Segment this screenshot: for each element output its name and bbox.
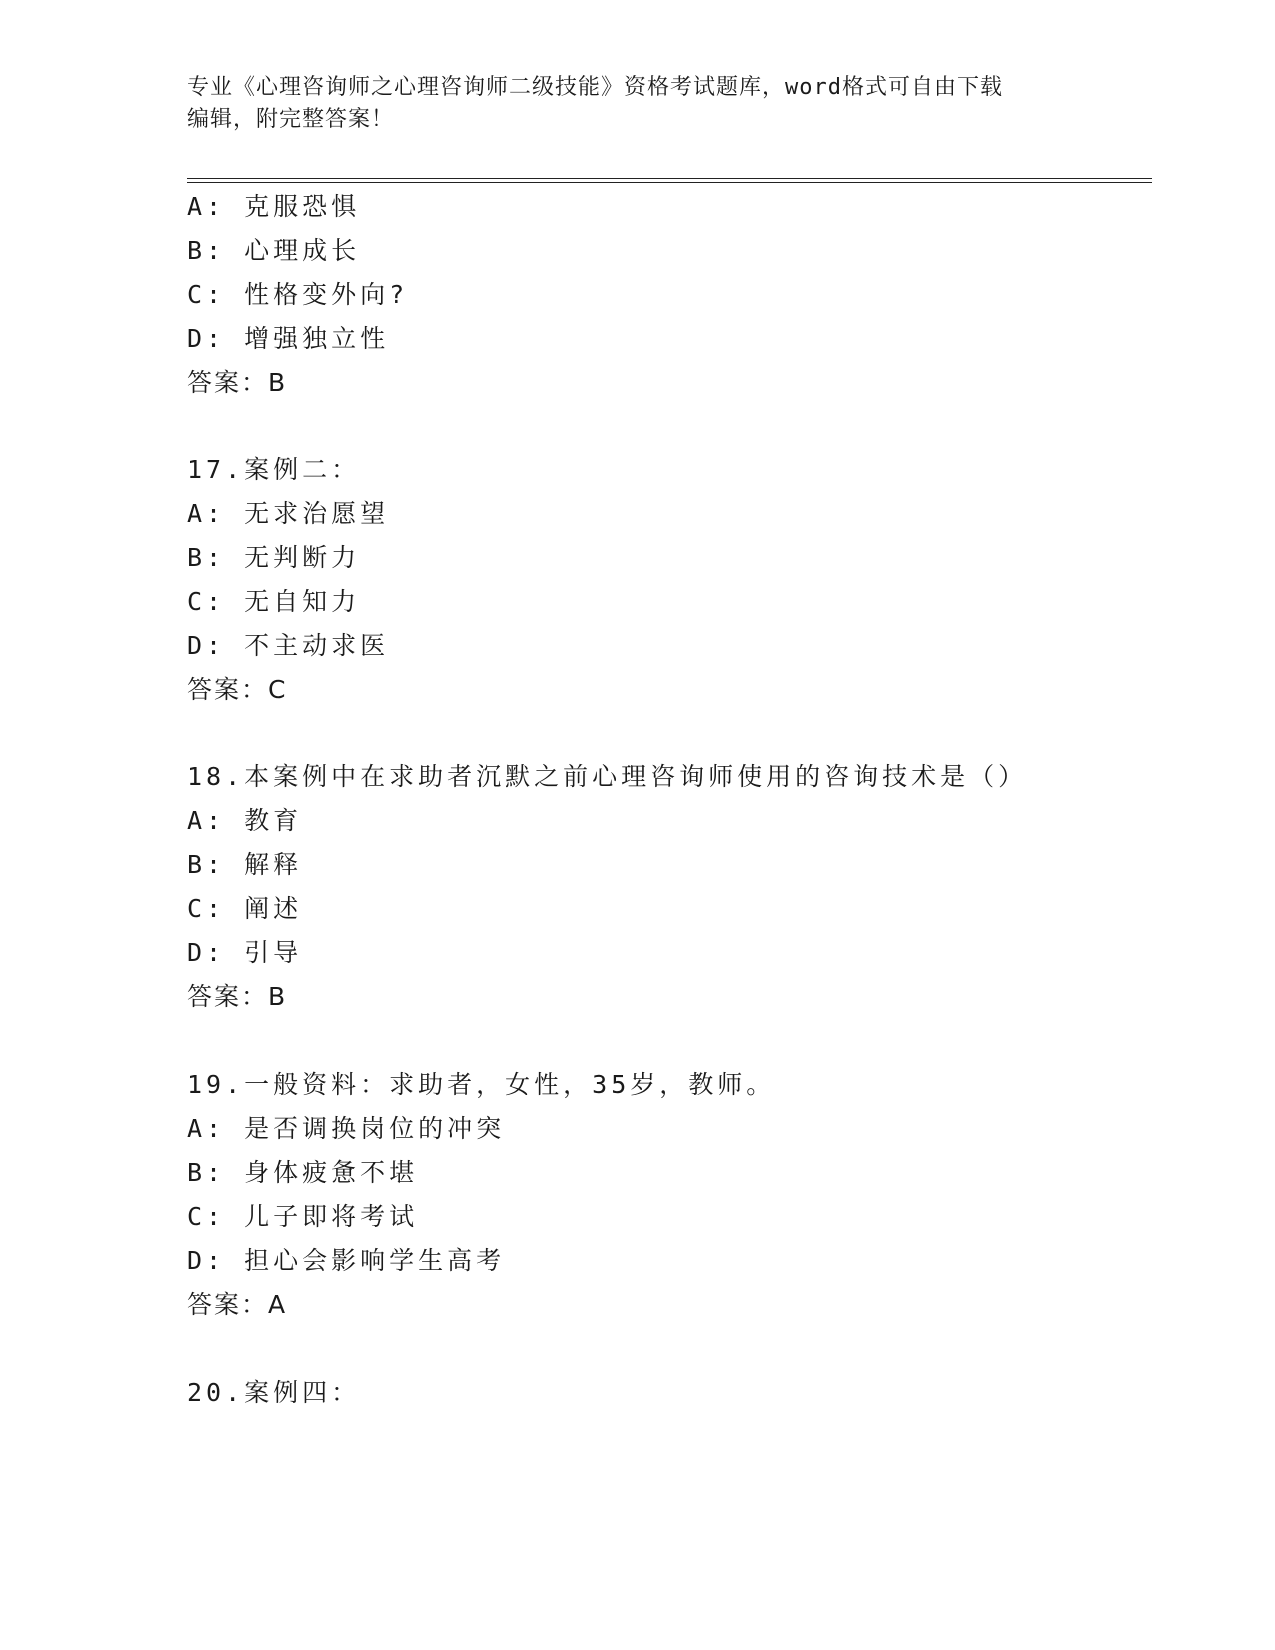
q19-option-b: B: 身体疲惫不堪 — [187, 1158, 419, 1187]
header-divider-top — [187, 178, 1152, 179]
q19-answer: 答案：A — [187, 1290, 288, 1319]
option-b: B: 心理成长 — [187, 236, 361, 265]
q17-answer: 答案：C — [187, 675, 288, 704]
q18-option-d: D: 引导 — [187, 938, 303, 967]
q19-option-c: C: 儿子即将考试 — [187, 1202, 419, 1231]
header-line-1: 专业《心理咨询师之心理咨询师二级技能》资格考试题库，word格式可自由下载 — [187, 75, 1003, 100]
q18-option-b: B: 解释 — [187, 850, 303, 879]
question-18: 18.本案例中在求助者沉默之前心理咨询师使用的咨询技术是（） — [187, 762, 1028, 791]
q18-option-a: A: 教育 — [187, 806, 303, 835]
q19-option-a: A: 是否调换岗位的冲突 — [187, 1114, 506, 1143]
header-divider-bottom — [187, 182, 1152, 183]
option-c: C: 性格变外向? — [187, 280, 409, 309]
header-line-2: 编辑，附完整答案！ — [187, 107, 395, 132]
q17-option-d: D: 不主动求医 — [187, 631, 390, 660]
option-a: A: 克服恐惧 — [187, 192, 361, 221]
q17-option-b: B: 无判断力 — [187, 543, 361, 572]
question-17: 17.案例二： — [187, 455, 361, 484]
q19-option-d: D: 担心会影响学生高考 — [187, 1246, 506, 1275]
answer-line: 答案：B — [187, 368, 288, 397]
q18-option-c: C: 阐述 — [187, 894, 303, 923]
q17-option-a: A: 无求治愿望 — [187, 499, 390, 528]
question-20: 20.案例四： — [187, 1378, 361, 1407]
q18-answer: 答案：B — [187, 982, 288, 1011]
question-19: 19.一般资料：求助者，女性，35岁，教师。 — [187, 1070, 776, 1099]
q17-option-c: C: 无自知力 — [187, 587, 361, 616]
document-header — [187, 72, 1087, 136]
option-d: D: 增强独立性 — [187, 324, 390, 353]
